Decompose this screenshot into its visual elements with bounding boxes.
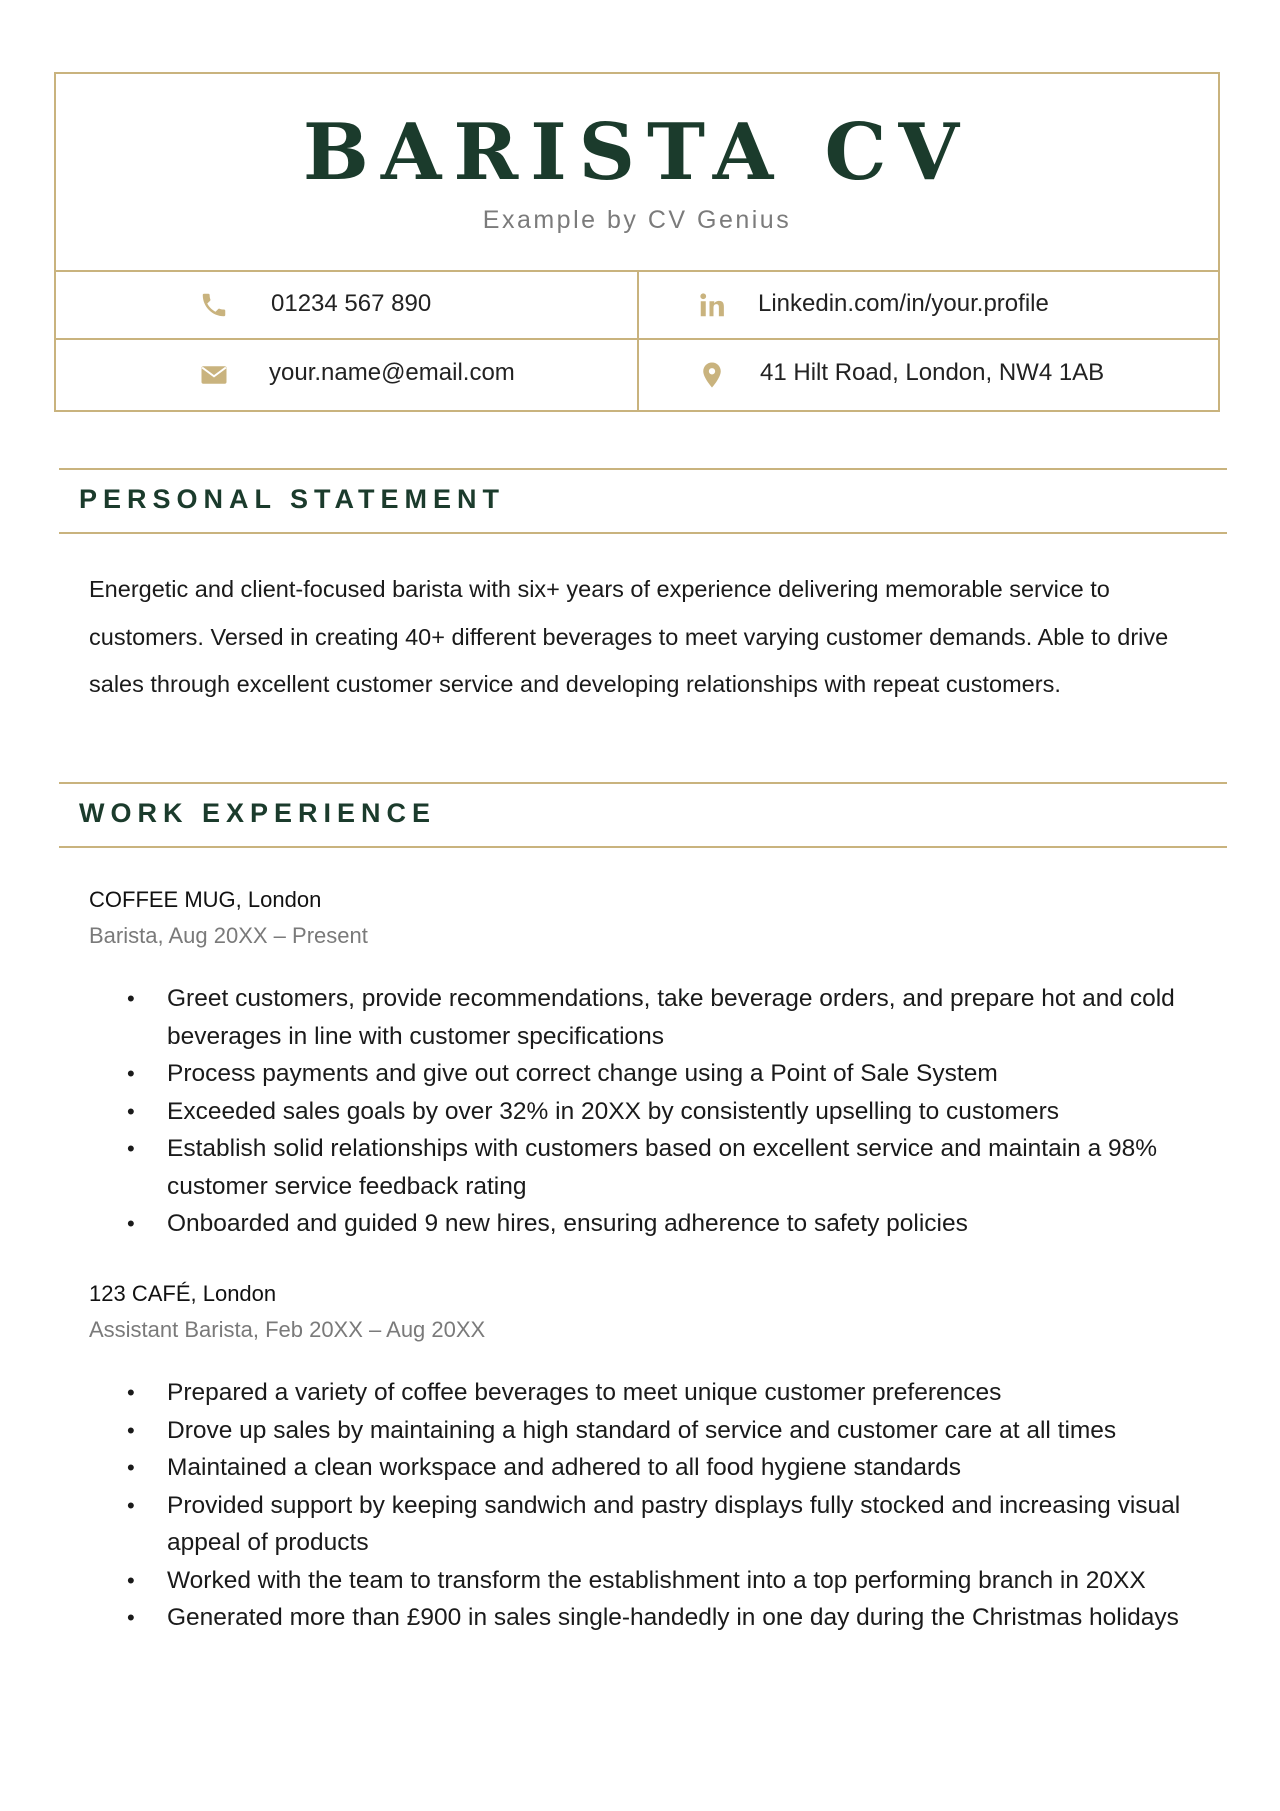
map-pin-icon [695,358,729,392]
list-item [89,980,1209,1055]
bullet-icon: • [127,1380,135,1405]
list-item [89,1205,1209,1243]
personal-statement-text: Energetic and client-focused barista with six+ years of experience delivering memorable service to customers. Versed in creating 40+ different beverages to meet varying customer demands. Able to drive sales through excellent customer service and developing relationships with repeat customers. [89,576,1169,697]
bullet-text: Greet customers, provide recommendations, take beverage orders, and prepare hot and cold beverages in line with customer specifications [167,985,1175,1050]
cv-title: BARISTA CV [302,107,972,198]
bullet-icon: • [127,1567,135,1593]
bullet-icon: • [127,1417,135,1443]
job-company: 123 CAFÉ, London [89,1281,277,1306]
job-company: COFFEE MUG, London [89,887,322,912]
job-role: Barista, Aug 20XX – Present [89,923,368,948]
bullet-icon: • [127,1136,135,1161]
list-item [89,1093,1209,1131]
bullet-icon: • [127,986,135,1011]
section-title: PERSONAL STATEMENT [79,484,506,514]
personal-statement-header [59,468,1227,534]
envelope-icon [197,358,231,392]
bullet-text: Drove up sales by maintaining a high standard of service and customer care at all times [167,1416,1117,1444]
bullet-text: Maintained a clean workspace and adhered to all food hygiene standards [167,1454,962,1481]
address: 41 Hilt Road, London, NW4 1AB [760,359,1105,386]
list-item [89,1562,1209,1600]
bullet-icon: • [127,1211,135,1236]
contact-email [56,340,638,410]
list-item [89,1599,1209,1637]
list-item [89,1130,1209,1205]
bullet-icon: • [127,1605,135,1630]
contact-phone [56,272,638,340]
contact-address [638,340,1218,410]
bullet-icon: • [127,1492,135,1518]
job-entry [89,1278,1209,1631]
bullet-text: Provided support by keeping sandwich and pastry displays fully stocked and increasing visual appeal of products [167,1491,1181,1556]
work-experience-header [59,782,1227,848]
list-item [89,1412,1209,1450]
list-item [89,1055,1209,1093]
contact-grid [56,272,1218,410]
phone-icon [197,288,231,322]
linkedin-icon [695,288,729,322]
title-area [56,74,1218,272]
job-role: Assistant Barista, Feb 20XX – Aug 20XX [89,1317,486,1342]
bullet-text: Worked with the team to transform the establishment into a top performing branch in 20XX [167,1566,1146,1594]
job-entry [89,884,1209,1237]
bullet-icon: • [127,1455,135,1480]
phone-number[interactable]: 01234 567 890 [271,290,432,317]
list-item [89,1449,1209,1487]
contact-linkedin [638,272,1218,340]
list-item [89,1374,1209,1412]
bullet-text: Establish solid relationships with customers based on excellent service and maintain a 98% customer service feedback rating [167,1135,1158,1200]
list-item [89,1487,1209,1562]
section-title: WORK EXPERIENCE [79,798,437,828]
job-bullets [89,1374,1209,1637]
job-bullets [89,980,1209,1243]
bullet-text: Generated more than £900 in sales single-handedly in one day during the Christmas holidays [167,1604,1179,1631]
bullet-icon: • [127,1061,135,1086]
email-address[interactable]: your.name@email.com [269,359,515,386]
bullet-text: Exceeded sales goals by over 32% in 20XX by consistently upselling to customers [167,1097,1060,1125]
bullet-text: Process payments and give out correct change using a Point of Sale System [167,1060,998,1087]
bullet-text: Prepared a variety of coffee beverages to meet unique customer preferences [167,1379,1002,1406]
cv-header [54,72,1220,412]
bullet-text: Onboarded and guided 9 new hires, ensuring adherence to safety policies [167,1210,968,1237]
cv-subtitle: Example by CV Genius [482,206,792,234]
bullet-icon: • [127,1098,135,1124]
linkedin-url[interactable]: Linkedin.com/in/your.profile [758,290,1049,317]
